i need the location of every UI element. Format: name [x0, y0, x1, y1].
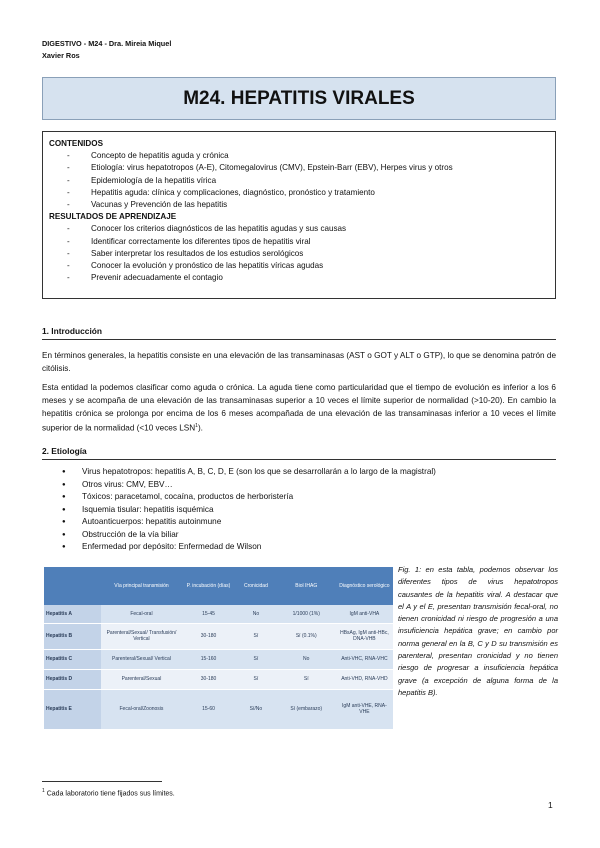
results-item: - Conocer la evolución y pronóstico de las hepatitis víricas agudas — [67, 261, 324, 271]
list-item: ● Virus hepatotropos: hepatitis A, B, C, D, E (son los que se desarrollarán a lo largo de la magistral) — [62, 466, 436, 479]
table-header: P. incubación (días) — [182, 567, 235, 605]
table-cell: Anti-VHD, RNA-VHD — [336, 669, 393, 689]
table-cell: Hepatitis A — [44, 605, 101, 623]
header-line-2: Xavier Ros — [42, 51, 80, 60]
table-header-row — [44, 567, 393, 605]
table-header: Biol IHAG — [277, 567, 336, 605]
intro-paragraph-2: Esta entidad la podemos clasificar como aguda o crónica. La aguda tiene como particularidad que el tiempo de evolución es inferior a los 6 meses y se acompaña de una elevación de las transaminasas superior a 10 veces el límite superior de normalidad (>10-20). En cambio la hepatitis crónica se prolonga por encima de los 6 meses acompañada de una elevación de las transaminasas inferior a 10 veces el límite superior de la normalidad (<10 veces LSN$^1$). — [42, 383, 556, 433]
contents-box — [42, 131, 556, 299]
table-row — [44, 649, 393, 669]
results-item: - Prevenir adecuadamente el contagio — [67, 273, 223, 283]
table-row — [44, 605, 393, 623]
table-cell: Sí — [277, 669, 336, 689]
page-number: 1 — [548, 800, 553, 810]
table-header: Vía principal transmisión — [101, 567, 182, 605]
table-cell: Fecal-oral/Zoonosis — [101, 689, 182, 729]
running-header — [42, 38, 171, 62]
table-cell: Sí — [235, 669, 277, 689]
table-cell: IgM anti-VHA — [336, 605, 393, 623]
list-item: ● Autoanticuerpos: hepatitis autoinmune — [62, 516, 436, 529]
table-cell: No — [277, 649, 336, 669]
table-cell: 1/1000 (1%) — [277, 605, 336, 623]
page-title: M24. HEPATITIS VIRALES — [42, 77, 556, 120]
contents-item: - Concepto de hepatitis aguda y crónica — [67, 151, 229, 161]
table-cell: IgM anti-VHE, RNA-VHE — [336, 689, 393, 729]
table-cell: No — [235, 605, 277, 623]
contents-item: - Vacunas y Prevención de las hepatitis — [67, 200, 228, 210]
table-cell: 30-180 — [182, 669, 235, 689]
results-heading: RESULTADOS DE APRENDIZAJE — [49, 212, 177, 222]
results-item: - Conocer los criterios diagnósticos de las hepatitis agudas y sus causas — [67, 224, 347, 234]
table-cell: Sí (0.1%) — [277, 623, 336, 649]
table-cell: Hepatitis E — [44, 689, 101, 729]
table-cell: 15-45 — [182, 605, 235, 623]
table-cell: 15-160 — [182, 649, 235, 669]
table-cell: Hepatitis C — [44, 649, 101, 669]
results-item: - Identificar correctamente los diferentes tipos de hepatitis viral — [67, 236, 311, 246]
etiologia-list — [62, 466, 436, 554]
table-cell: Hepatitis B — [44, 623, 101, 649]
list-item: ● Isquemia tisular: hepatitis isquémica — [62, 504, 436, 517]
table-row — [44, 669, 393, 689]
contents-item: - Hepatitis aguda: clínica y complicaciones, diagnóstico, pronóstico y tratamiento — [67, 187, 375, 197]
table-header — [44, 567, 101, 605]
list-item: ● Enfermedad por depósito: Enfermedad de Wilson — [62, 541, 436, 554]
table-cell: Sí — [235, 649, 277, 669]
contents-item: - Etiología: virus hepatotropos (A-E), Citomegalovirus (CMV), Epstein-Barr (EBV), Herpes virus y otros — [67, 163, 453, 173]
table-cell: Sí — [235, 623, 277, 649]
table-cell: Sí (embarazo) — [277, 689, 336, 729]
section-heading-intro: 1. Introducción — [42, 326, 556, 340]
contents-item: - Epidemiología de la hepatitis vírica — [67, 175, 217, 185]
table-row — [44, 689, 393, 729]
table-row — [44, 623, 393, 649]
hepatitis-table — [44, 567, 393, 730]
table-cell: Parenteral/Sexual/ Transfusión/ Vertical — [101, 623, 182, 649]
results-item: - Saber interpretar los resultados de los estudios serológicos — [67, 248, 304, 258]
list-item: ● Tóxicos: paracetamol, cocaína, productos de herboristería — [62, 491, 436, 504]
figure-caption: Fig. 1: en esta tabla, podemos observar los diferentes tipos de virus hepatotropos causantes de la hepatitis viral. A destacar que el A y el E, presentan transmisión fecal-oral, no tienen cronicidad ni riesgo de progresión a una insuficiencia hepática grave; en cambio por norma general en la B, C y D su transmisión es parenteral, presentan cronicidad y no tienen riesgo de progresar a insuficiencia hepática grave (a excepción de alguna forma de la hepatitis B). — [398, 565, 558, 697]
table-header: Diagnóstico serológico — [336, 567, 393, 605]
table-cell: Anti-VHC, RNA-VHC — [336, 649, 393, 669]
header-line-1: DIGESTIVO - M24 - Dra. Mireia Miquel — [42, 39, 172, 48]
section-heading-etiologia: 2. Etiología — [42, 446, 556, 460]
footnote: $^1$ Cada laboratorio tiene fijados sus límites. — [42, 788, 175, 798]
contents-heading: CONTENIDOS — [49, 139, 103, 148]
table-cell: Fecal-oral — [101, 605, 182, 623]
table-cell: Parenteral/Sexual/ Vertical — [101, 649, 182, 669]
list-item: ● Otros virus: CMV, EBV… — [62, 479, 436, 492]
footnote-divider — [42, 781, 162, 782]
intro-paragraph-1: En términos generales, la hepatitis consiste en una elevación de las transaminasas (AST o GOT y ALT o GTP), lo que se denomina patrón de citólisis. — [42, 351, 556, 373]
list-item: ● Obstrucción de la vía biliar — [62, 529, 436, 542]
table-cell: 15-60 — [182, 689, 235, 729]
table-cell: Hepatitis D — [44, 669, 101, 689]
table-cell: Parenteral/Sexual — [101, 669, 182, 689]
table-cell: HBsAg, IgM anti-HBc, DNA-VHB — [336, 623, 393, 649]
table-cell: Sí/No — [235, 689, 277, 729]
table-cell: 30-180 — [182, 623, 235, 649]
table-header: Cronicidad — [235, 567, 277, 605]
